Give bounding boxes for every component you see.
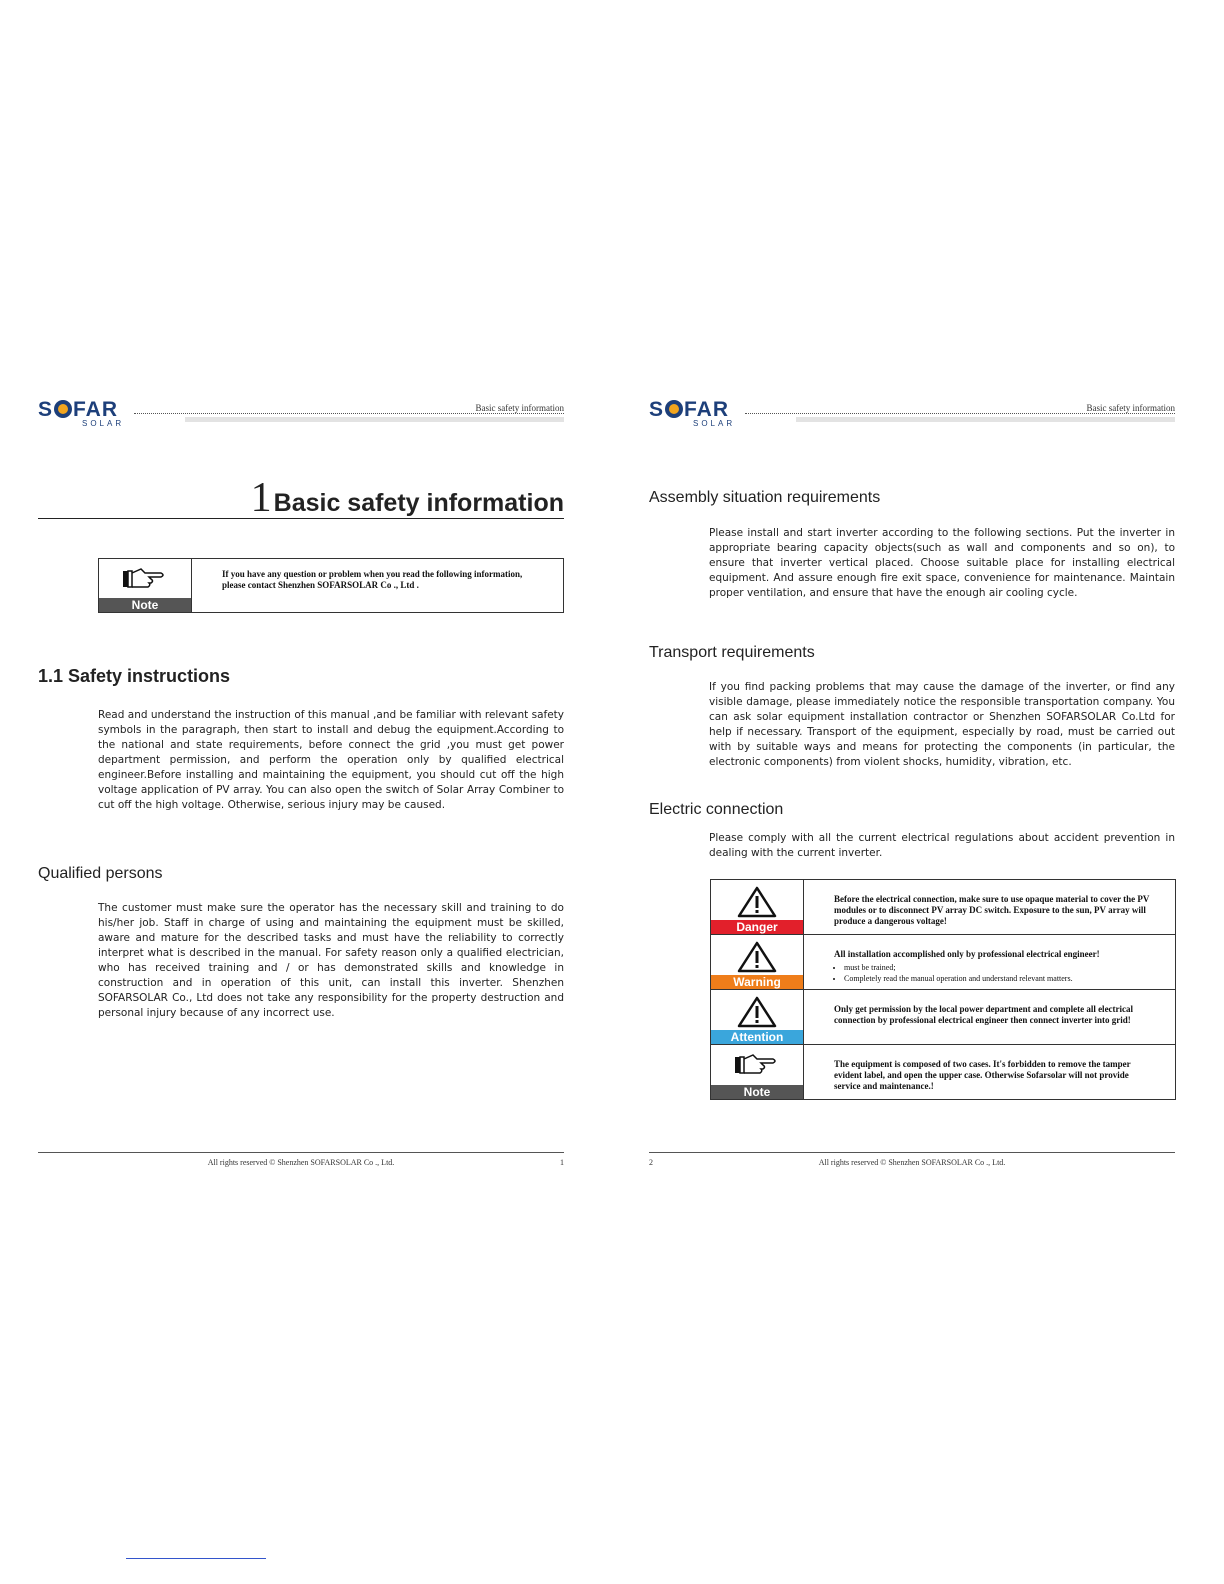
pointing-hand-icon: [121, 565, 169, 593]
page-number: 1: [560, 1158, 564, 1167]
danger-label: Danger: [711, 920, 803, 934]
note-text: If you have any question or problem when you read the following information, please contact Shenzhen SOFARSOLAR Co ., Ltd .: [222, 569, 523, 590]
safety-instructions-text: Read and understand the instruction of this manual ,and be familiar with relevant safety symbols in the paragraph, then start to install and debug the equipment.According to the national and state requirements, before connect the grid ,you must get power department permission, and perform the operation only by qualified electrical engineer.Before installing and maintaining the equipment, you should cut off the high voltage application of PV array. You can also open the switch of Solar Array Combiner to cut off the high voltage. Otherwise, serious injury may be caused.: [98, 709, 564, 811]
page-header: [38, 395, 564, 427]
note-badge: [99, 559, 192, 612]
alert-warning: [711, 935, 1175, 990]
header-gray-bar: [185, 417, 564, 422]
chapter-heading: [251, 475, 564, 519]
warning-triangle-icon: [737, 996, 777, 1028]
warning-bullet: • Completely read the manual operation and understand relevant matters.: [844, 973, 1155, 984]
header-dotted-rule: [745, 413, 1175, 414]
sofar-logo: S FAR SOLAR: [649, 398, 736, 428]
transport-text: If you find packing problems that may cause the damage of the inverter, or find any visible damage, please immediately notice the responsible transportation company. You can ask solar equipment installation contractor or Shenzhen SOFARSOLAR Co.Ltd for help if necessary. Transport of the equipment, especially by road, must be carried out with by suitable ways and means for protecting the components (in particular, the electronic components) from violent shocks, humidity, vibration, etc.: [709, 681, 1175, 768]
note-label: Note: [99, 598, 191, 612]
page-header: [649, 395, 1175, 427]
header-title: Basic safety information: [1084, 403, 1175, 413]
sun-icon: [665, 400, 683, 418]
header-gray-bar: [796, 417, 1175, 422]
page-footer: [38, 1152, 564, 1167]
assembly-text: Please install and start inverter according to the following sections. Put the inverter in appropriate bearing capacity objects(such as wall and components and so on), to ensure that inverter vertical placed. Choose suitable place for installing electrical equipment. And assure enough fire exit space, convenience for maintenance. Maintain proper ventilation, and ensure that have the enough air cooling cycle.: [709, 527, 1175, 599]
electric-connection-text: Please comply with all the current electrical regulations about accident prevention in dealing with the current inverter.: [709, 832, 1175, 859]
warning-label: Warning: [711, 975, 803, 989]
sun-icon: [54, 400, 72, 418]
warning-triangle-icon: [737, 941, 777, 973]
note-box: [98, 558, 564, 613]
warning-bullets: [834, 962, 1155, 984]
sofar-logo: S FAR SOLAR: [38, 398, 125, 428]
page-number: 2: [649, 1158, 653, 1167]
note-text: The equipment is composed of two cases. It's forbidden to remove the tamper evident label, and open the upper case. Otherwise Sofarsolar will not provide service and maintenance.!: [834, 1059, 1131, 1091]
section-title-electric-connection: Electric connection: [649, 801, 784, 818]
warning-text: All installation accomplished only by professional electrical engineer!: [834, 949, 1100, 959]
alert-attention: [711, 990, 1175, 1045]
warning-triangle-icon: [737, 886, 777, 918]
chapter-title: Basic safety information: [273, 489, 564, 517]
stray-underline: [126, 1558, 266, 1559]
danger-text: Before the electrical connection, make sure to use opaque material to cover the PV modules or to disconnect PV array DC switch. Exposure to the sun, PV array will produce a dangerous voltage!: [834, 894, 1150, 926]
section-title-qualified-persons: Qualified persons: [38, 865, 163, 882]
pointing-hand-icon: [733, 1051, 781, 1079]
page-footer: [649, 1152, 1175, 1167]
footer-copyright: All rights reserved © Shenzhen SOFARSOLAR Co ., Ltd.: [207, 1158, 395, 1167]
attention-label: Attention: [711, 1030, 803, 1044]
note-label: Note: [711, 1085, 803, 1099]
header-dotted-rule: [134, 413, 564, 414]
footer-copyright: All rights reserved © Shenzhen SOFARSOLAR Co ., Ltd.: [818, 1158, 1006, 1167]
header-title: Basic safety information: [473, 403, 564, 413]
alert-danger: [711, 880, 1175, 935]
attention-text: Only get permission by the local power department and complete all electrical connection by professional electrical engineer then connect inverter into grid!: [834, 1004, 1134, 1025]
warning-bullet: • must be trained;: [844, 962, 1155, 973]
alert-note: [711, 1045, 1175, 1099]
manual-page-2: [649, 395, 1175, 1175]
section-title-assembly: Assembly situation requirements: [649, 489, 881, 506]
qualified-persons-text: The customer must make sure the operator has the necessary skill and training to do his/her job. Staff in charge of using and maintaining the equipment must be skilled, aware and mature for the described tasks and must have the reliability to correctly interpret what is described in the manual. For safety reason only a qualified electrician, who has received training and / or has demonstrated skills and knowledge in construction and in operation of this unit, can install this inverter. Shenzhen SOFARSOLAR Co., Ltd does not take any responsibility for the property destruction and personal injury because of any incorrect use.: [98, 902, 564, 1019]
manual-page-1: [38, 395, 564, 1175]
chapter-number: 1: [250, 475, 266, 521]
section-title-safety-instructions: 1.1 Safety instructions: [38, 666, 231, 686]
chapter-rule: [38, 518, 564, 519]
warning-content: [804, 935, 1175, 989]
section-title-transport: Transport requirements: [649, 644, 815, 661]
safety-alerts-table: [710, 879, 1176, 1100]
